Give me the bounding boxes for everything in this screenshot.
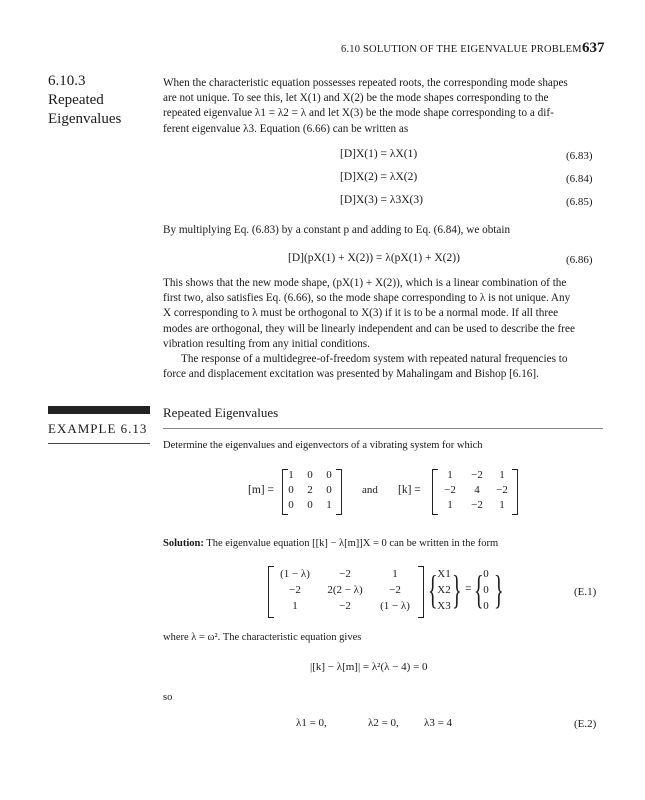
solution-text: The eigenvalue equation [[k] − λ[m]]X = 0 can be written in the form [206, 538, 499, 549]
equation-number: (E.1) [574, 586, 597, 598]
equation-686: [D](pX(1) + X(2)) = λ(pX(1) + X(2)) [288, 252, 460, 264]
page-number: 637 [582, 40, 605, 56]
equals-sign: = [465, 583, 472, 595]
so-text: so [163, 692, 173, 703]
example-title: Repeated Eigenvalues [163, 405, 279, 420]
matrix-m-cell: 0 [326, 469, 332, 481]
matrix-m-cell: 0 [288, 484, 294, 496]
solution-line [163, 538, 498, 549]
equation-number: (6.83) [566, 150, 593, 162]
matrix-k-cell: 1 [447, 469, 453, 481]
matrix-e1-cell: −2 [339, 568, 351, 580]
matrix-k-cell: −2 [496, 484, 508, 496]
zero-vector-entry: 0 [483, 568, 489, 580]
root-2: λ2 = 0, [368, 717, 399, 729]
paragraph-3 [163, 276, 603, 352]
x-vector-entry: X2 [437, 584, 451, 596]
text-line: vibration resulting from any initial conditions. [163, 337, 370, 350]
matrix-m-cell: 2 [307, 484, 313, 496]
solution-label: Solution: [163, 538, 204, 549]
paragraph-2: By multiplying Eq. (6.83) by a constant p and adding to Eq. (6.84), we obtain [163, 224, 511, 236]
matrix-k-cell: 1 [447, 499, 453, 511]
matrix-e1-cell: 1 [392, 568, 398, 580]
zero-vector-entry: 0 [483, 584, 489, 596]
matrix-e1-cell: 2(2 − λ) [327, 584, 363, 596]
section-title-line2: Eigenvalues [48, 111, 122, 127]
x-vector-entry: X1 [437, 568, 451, 580]
paragraph-1 [163, 76, 603, 137]
characteristic-equation: |[k] − λ[m]| = λ²(λ − 4) = 0 [310, 661, 428, 673]
text-line: This shows that the new mode shape, (pX(1) + X(2)), which is a linear combination of the [163, 277, 567, 289]
equation-number: (6.86) [566, 254, 593, 266]
matrix-k-cell: −2 [471, 469, 483, 481]
brace-left: { [428, 567, 438, 612]
text-line: modes are orthogonal, they will be linearly independent and can be used to describe the free [163, 322, 575, 335]
matrix-e1-cell: −2 [339, 600, 351, 612]
text-line: ferent eigenvalue λ3. Equation (6.66) can be written as [163, 122, 409, 135]
text-line: are not unique. To see this, let X(1) and X(2) be the mode shapes corresponding to the [163, 92, 549, 105]
text-line: first two, also satisfies Eq. (6.66), so the mode shape corresponding to λ is not unique. Any [163, 292, 571, 305]
matrix-e1-cell: (1 − λ) [280, 568, 310, 580]
equation-number: (6.85) [566, 196, 593, 208]
matrix-e1-cell: 1 [292, 600, 298, 612]
matrix-m-cell: 1 [288, 469, 294, 481]
brace-left: { [474, 567, 484, 612]
m-label: [m] = [248, 484, 274, 496]
text-line: The response of a multidegree-of-freedom system with repeated natural frequencies to [181, 353, 568, 365]
example-bar [48, 406, 150, 414]
matrix-m-cell: 0 [288, 499, 294, 511]
example-statement: Determine the eigenvalues and eigenvectors of a vibrating system for which [163, 440, 483, 451]
equation-684: [D]X(2) = λX(2) [340, 171, 418, 183]
equation-number: (E.2) [574, 718, 597, 730]
equation-685: [D]X(3) = λ3X(3) [340, 194, 423, 206]
brace-right: } [494, 567, 504, 612]
brace-right: } [452, 567, 462, 612]
matrix-k-cell: 4 [474, 484, 480, 496]
zero-vector-entry: 0 [483, 600, 489, 612]
running-header: 6.10 SOLUTION OF THE EIGENVALUE PROBLEM [341, 44, 582, 55]
section-heading [48, 72, 121, 129]
where-text: where λ = ω². The characteristic equation gives [163, 632, 362, 643]
example-label: EXAMPLE 6.13 [48, 421, 148, 436]
matrix-m-cell: 1 [326, 499, 332, 511]
section-number: 6.10.3 [48, 73, 86, 89]
k-label: [k] = [398, 484, 421, 496]
text-line: repeated eigenvalue λ1 = λ2 = λ and let X(3) be the mode shape corresponding to a dif- [163, 107, 554, 120]
matrix-m-cell: 0 [326, 484, 332, 496]
section-title-line1: Repeated [48, 92, 104, 108]
matrix-e1-cell: −2 [289, 584, 301, 596]
matrix-e1-cell: (1 − λ) [380, 600, 410, 612]
root-3: λ3 = 4 [424, 717, 453, 729]
divider [163, 428, 603, 429]
root-1: λ1 = 0, [296, 717, 327, 729]
divider [48, 443, 150, 444]
paragraph-4 [163, 352, 603, 382]
matrix-k-cell: −2 [471, 499, 483, 511]
equation-683: [D]X(1) = λX(1) [340, 148, 418, 160]
matrix-e1-cell: −2 [389, 584, 401, 596]
matrix-k-cell: −2 [444, 484, 456, 496]
matrix-k-cell: 1 [499, 499, 505, 511]
text-line: force and displacement excitation was presented by Mahalingam and Bishop [6.16]. [163, 368, 539, 381]
x-vector-entry: X3 [437, 600, 451, 612]
and-text: and [362, 484, 378, 496]
text-line: When the characteristic equation possesses repeated roots, the corresponding mode shapes [163, 77, 568, 89]
equation-number: (6.84) [566, 173, 593, 185]
text-line: X corresponding to λ must be orthogonal to X(3) if it is to be a normal mode. If all three [163, 307, 559, 320]
matrix-m-cell: 0 [307, 469, 313, 481]
matrix-m-cell: 0 [307, 499, 313, 511]
matrix-k-cell: 1 [499, 469, 505, 481]
